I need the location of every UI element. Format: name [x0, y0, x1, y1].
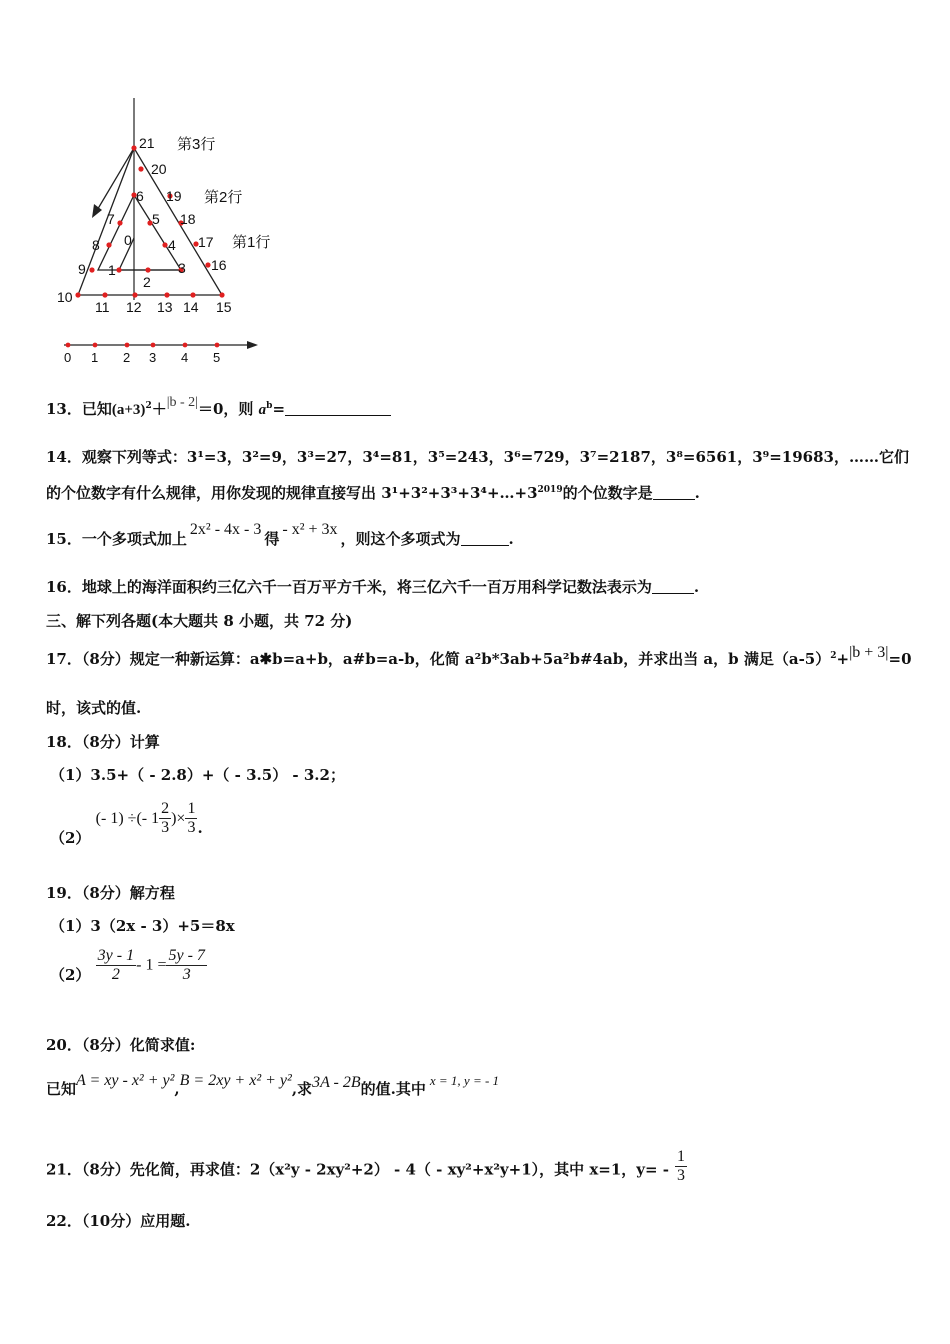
row-label-3: 第3行 [177, 136, 216, 153]
q17-plus: + [836, 650, 850, 668]
question-19-title [46, 882, 175, 903]
answer-blank[interactable] [461, 531, 509, 546]
q15-expr2: - x² + 3x [282, 521, 338, 538]
label-12: 12 [126, 299, 142, 315]
question-13 [46, 395, 391, 419]
answer-blank[interactable] [653, 485, 695, 500]
question-14-line1 [46, 446, 909, 467]
q14-line2a: 的个位数字有什么规律，用你发现的规律直接写出 3¹+3²+3³+3⁴+…+3 [46, 484, 538, 502]
label-16: 16 [211, 257, 227, 273]
fraction-two-thirds: $\frac{2}{3}$ [161, 800, 170, 836]
q20-expr-a: A = xy - x² + y² [76, 1072, 175, 1089]
axis-label-5: 5 [213, 350, 221, 365]
question-22 [46, 1210, 190, 1231]
label-5: 5 [152, 211, 160, 227]
q20-title: （8分）化简求值: [81, 1036, 196, 1054]
label-2: 2 [143, 274, 151, 290]
q18-expr-a: (- 1) ÷(- 1 [95, 809, 160, 827]
axis-label-1: 1 [91, 350, 99, 365]
question-number: 19． [46, 884, 82, 902]
label-18: 18 [180, 211, 196, 227]
label-3: 3 [178, 260, 186, 276]
number-triangle-figure [40, 90, 300, 370]
q13-plus: ＋ [151, 400, 167, 418]
question-number: 16． [46, 578, 82, 596]
label-8: 8 [92, 237, 100, 253]
question-21 [46, 1148, 687, 1189]
question-17-line1 [46, 644, 912, 669]
q13-sq: 2 [145, 401, 152, 411]
q14-exp: 2019 [537, 485, 563, 495]
axis-label-3: 3 [149, 350, 157, 365]
q14-end: . [694, 484, 700, 502]
question-number: 20． [46, 1036, 82, 1054]
q20-ask: ,求 [291, 1080, 313, 1098]
q20-pre: 已知 [46, 1080, 77, 1098]
q17-eq: =0 [888, 650, 912, 668]
fraction-one-third: $\frac{1}{3}$ [677, 1148, 686, 1184]
row-label-1: 第1行 [232, 234, 271, 251]
question-15 [46, 521, 514, 549]
q18-title: （8分）计算 [81, 733, 160, 751]
fraction-left: $\frac{3y - 1}{2}$ [97, 947, 135, 983]
question-number: 21． [46, 1160, 82, 1179]
section-heading: 三、解下列各题(本大题共 8 小题，共 72 分) [46, 612, 353, 630]
arrow-line [96, 148, 134, 212]
q13-eq2: = [272, 400, 286, 418]
arrow-head-icon [92, 204, 102, 218]
q13-abs: |b - 2| [166, 395, 198, 410]
label-17: 17 [198, 234, 214, 250]
q20-comma: , [174, 1080, 180, 1098]
q16-text: 地球上的海洋面积约三亿六千一百万平方千米，将三亿六千一百万用科学记数法表示为 [81, 578, 652, 596]
q17-sq: 2 [830, 651, 837, 661]
q14-line2b: 的个位数字是 [562, 484, 653, 502]
q22-text: （10分）应用题. [81, 1212, 191, 1230]
axis-label-4: 4 [181, 350, 189, 365]
q21-text: （8分）先化简，再求值：2（x²y - 2xy²+2） - 4（ - xy²+x²y+1），其中 x=1，y= - [81, 1160, 670, 1179]
question-20-title [46, 1034, 195, 1055]
fraction-one-third: $\frac{1}{3}$ [187, 800, 196, 836]
q14-line1: 观察下列等式：3¹=3，3²=9，3³=27，3⁴=81，3⁵=243，3⁶=729，3⁷=2187，3⁸=6561，3⁹=19683，……它们 [81, 448, 909, 466]
fraction-right: $\frac{5y - 7}{3}$ [168, 947, 205, 983]
q13-b: b [266, 401, 273, 411]
label-19: 19 [166, 188, 182, 204]
label-11: 11 [95, 299, 110, 315]
q19-title: （8分）解方程 [81, 884, 175, 902]
q19-mid: - 1 = [136, 956, 167, 974]
q20-post: 的值.其中 [360, 1080, 426, 1098]
answer-blank[interactable] [652, 579, 694, 594]
q15-expr1: 2x² - 4x - 3 [189, 521, 262, 538]
question-number: 22． [46, 1212, 82, 1230]
q20-cond: x = 1, y = - 1 [429, 1073, 500, 1088]
label-10: 10 [57, 289, 73, 305]
label-4: 4 [168, 237, 176, 253]
question-18-part2 [50, 796, 203, 847]
label-21: 21 [139, 135, 155, 151]
part-label: （2） [50, 965, 91, 984]
label-15: 15 [216, 299, 232, 315]
q18-expr-b: )× [171, 809, 186, 827]
q13-eq: ＝0，则 [198, 400, 259, 418]
q13-pre: 已知 [81, 400, 112, 418]
row-label-2: 第2行 [204, 189, 243, 206]
answer-blank[interactable] [285, 401, 391, 416]
q13-a: a [258, 402, 267, 418]
q20-expr3: 3A - 2B [312, 1074, 361, 1091]
question-19-part1: （1）3（2x - 3）+5＝8x [50, 917, 235, 935]
q13-expr: (a+3) [111, 402, 146, 418]
question-number: 15． [46, 530, 82, 548]
label-14: 14 [183, 299, 199, 315]
question-16 [46, 576, 699, 597]
axis-label-0: 0 [64, 350, 72, 365]
question-number: 18． [46, 733, 82, 751]
label-7: 7 [107, 211, 115, 227]
label-6: 6 [136, 188, 144, 204]
axis-arrow-icon [247, 341, 258, 349]
question-number: 14． [46, 448, 82, 466]
question-17-line2: 时，该式的值. [46, 699, 142, 717]
q17-text: （8分）规定一种新运算：a✱b=a+b，a#b=a-b，化简 a²b*3ab+5a²b#4ab，并求出当 a，b 满足（a-5） [81, 650, 831, 668]
part-label: （2） [50, 828, 91, 847]
label-1: 1 [108, 262, 116, 278]
label-20: 20 [151, 161, 167, 177]
question-18-part1: （1）3.5+（ - 2.8）+（ - 3.5） - 3.2； [50, 766, 345, 784]
q15-mid: 得 [264, 530, 280, 548]
q16-end: . [693, 578, 700, 596]
label-9: 9 [78, 261, 86, 277]
question-19-part2 [50, 947, 207, 984]
q17-abs: |b + 3| [849, 644, 889, 661]
question-number: 13． [46, 400, 82, 418]
label-13: 13 [157, 299, 173, 315]
q15-post: ，则这个多项式为 [340, 530, 461, 548]
axis-label-2: 2 [123, 350, 131, 365]
q15-pre: 一个多项式加上 [81, 530, 187, 548]
question-18-title [46, 731, 160, 752]
q20-expr-b: B = 2xy + x² + y² [179, 1072, 292, 1089]
q18-end: . [197, 818, 203, 837]
q15-end: . [508, 530, 514, 548]
question-number: 17． [46, 650, 82, 668]
label-0: 0 [124, 232, 132, 248]
question-14-line2 [46, 482, 700, 503]
question-20-body [46, 1072, 500, 1099]
